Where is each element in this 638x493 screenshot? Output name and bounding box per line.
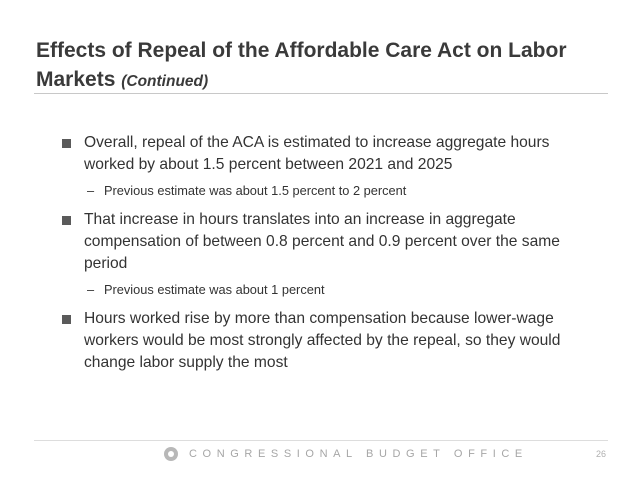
- sub-bullet-item: [62, 281, 582, 299]
- dash-marker: –: [87, 282, 95, 297]
- sub-bullet-text: Previous estimate was about 1.5 percent to 2 percent: [104, 183, 407, 198]
- bullet-text: Overall, repeal of the ACA is estimated to increase aggregate hours worked by about 1.5 percent between 2021 and 2025: [84, 134, 550, 173]
- footer-divider: [34, 440, 608, 441]
- sub-bullet-item: [62, 182, 582, 200]
- footer-organization: CONGRESSIONAL BUDGET OFFICE: [189, 448, 528, 460]
- bullet-text: That increase in hours translates into an increase in aggregate compensation of between 0.8 percent and 0.9 percent over the same period: [84, 211, 560, 272]
- dash-marker: –: [87, 183, 95, 198]
- bullet-text: Hours worked rise by more than compensation because lower-wage workers would be most strongly affected by the repeal, so they would change labor supply the most: [84, 310, 561, 371]
- bullet-list: [62, 132, 582, 380]
- title-main: Effects of Repeal of the Affordable Care Act on Labor Markets: [36, 39, 567, 91]
- square-bullet-icon: [62, 315, 71, 324]
- cbo-seal-icon: [164, 447, 178, 461]
- slide-title: [36, 36, 616, 96]
- bullet-item: [62, 209, 582, 275]
- square-bullet-icon: [62, 139, 71, 148]
- bullet-item: [62, 132, 582, 176]
- sub-bullet-text: Previous estimate was about 1 percent: [104, 282, 325, 297]
- square-bullet-icon: [62, 216, 71, 225]
- title-divider: [34, 93, 608, 94]
- page-number: 26: [595, 449, 606, 459]
- title-continued: (Continued): [121, 73, 209, 90]
- bullet-item: [62, 308, 582, 374]
